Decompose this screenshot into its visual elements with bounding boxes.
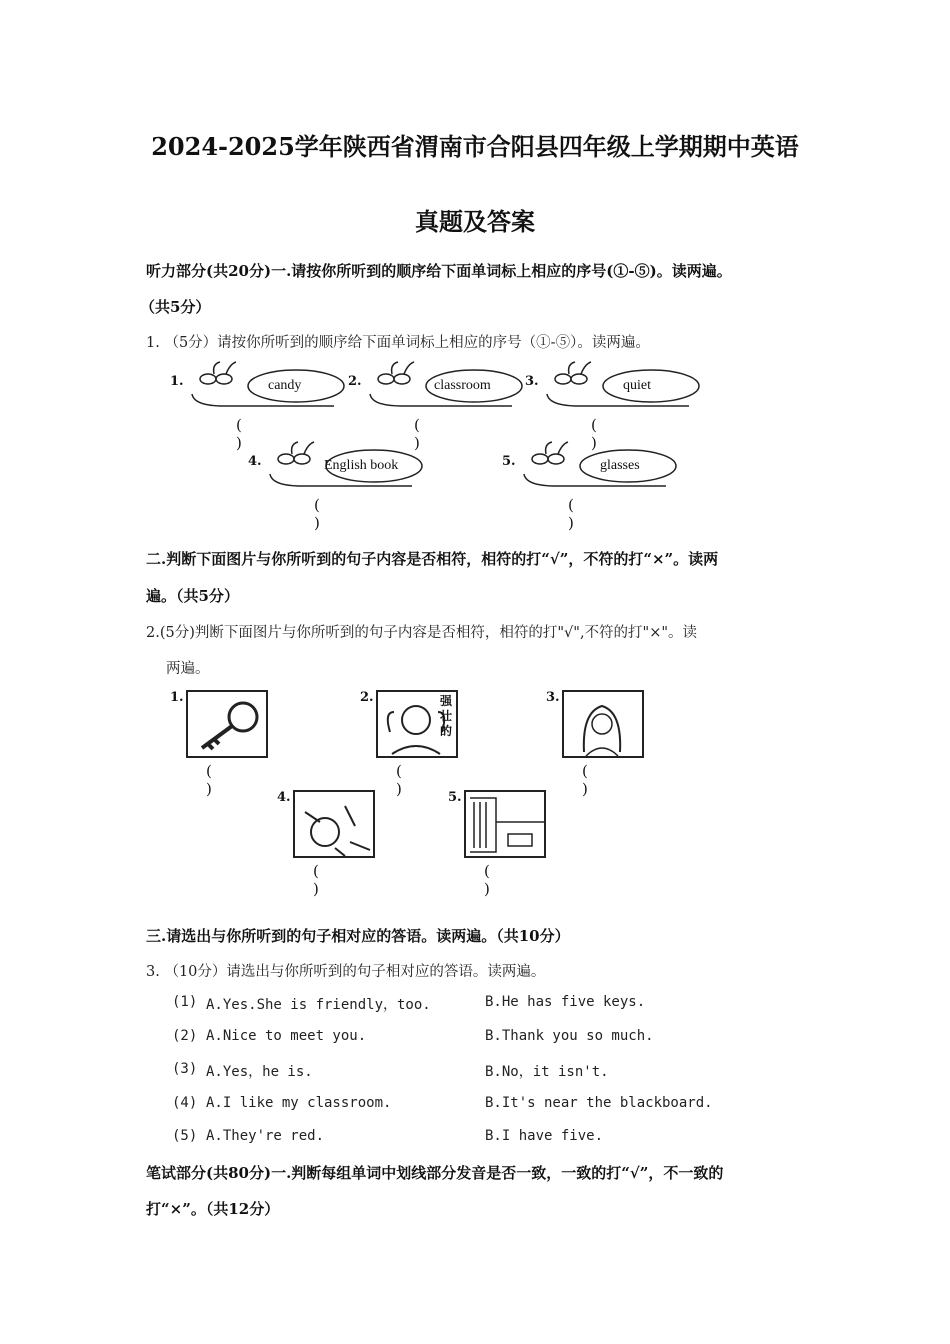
- picture-strong-boy: [376, 690, 458, 758]
- item-number: 4.: [248, 454, 262, 469]
- option-a[interactable]: A.I like my classroom.: [206, 1094, 392, 1111]
- item-number: 3.: [546, 690, 560, 705]
- option-number: (2): [172, 1027, 198, 1044]
- illustration-icon: [466, 792, 544, 856]
- answer-blank[interactable]: ( ): [396, 762, 402, 798]
- answer-blank[interactable]: ( ): [484, 862, 490, 898]
- section-heading: 打“×”。（共12分）: [146, 1200, 280, 1218]
- option-number: (4): [172, 1094, 198, 1111]
- doc-title: 2024-2025学年陕西省渭南市合阳县四年级上学期期中英语: [151, 132, 799, 161]
- section-heading: 三.请选出与你所听到的句子相对应的答语。读两遍。（共10分）: [146, 927, 570, 945]
- word-label: glasses: [600, 458, 640, 473]
- option-b[interactable]: B.No，it isn't.: [485, 1064, 609, 1080]
- option-a[interactable]: A.They're red.: [206, 1128, 325, 1144]
- option-a[interactable]: A.Nice to meet you.: [206, 1027, 367, 1044]
- doc-title-line2: 真题及答案: [415, 207, 535, 236]
- picture-key: [186, 690, 268, 758]
- item-number: 4.: [277, 790, 291, 805]
- item-number: 2.: [360, 690, 374, 705]
- item-number: 5.: [502, 454, 516, 469]
- option-b[interactable]: B.I have five.: [485, 1128, 604, 1144]
- word-label: English book: [324, 458, 399, 473]
- answer-blank[interactable]: ( ): [314, 496, 320, 532]
- picture-room: [464, 790, 546, 858]
- option-b[interactable]: B.Thank you so much.: [485, 1027, 654, 1044]
- section-heading: 遍。（共5分）: [146, 587, 239, 605]
- illustration-icon: [564, 692, 642, 756]
- item-number: 5.: [448, 790, 462, 805]
- option-number: (3): [172, 1061, 198, 1077]
- option-a[interactable]: A.Yes.She is friendly，too.: [206, 997, 431, 1013]
- word-label: classroom: [434, 378, 491, 393]
- question-text: 1. （5分）请按你所听到的顺序给下面单词标上相应的序号（①-⑤）。读两遍。: [146, 335, 650, 351]
- question-text: 3. （10分）请选出与你所听到的句子相对应的答语。读两遍。: [146, 964, 546, 980]
- item-number: 3.: [525, 374, 539, 389]
- section-heading: （共5分）: [140, 298, 211, 316]
- option-number: (1): [172, 994, 198, 1010]
- answer-blank[interactable]: ( ): [313, 862, 319, 898]
- answer-blank[interactable]: ( ): [591, 416, 597, 452]
- picture-messy-room: [293, 790, 375, 858]
- item-number: 1.: [170, 374, 184, 389]
- section-heading: 听力部分(共20分)一.请按你所听到的顺序给下面单词标上相应的序号(①-⑤)。读两遍。: [146, 262, 732, 280]
- section-heading: 二.判断下面图片与你所听到的句子内容是否相符，相符的打“√”，不符的打“×”。读两: [146, 550, 719, 568]
- option-b[interactable]: B.He has five keys.: [485, 994, 646, 1010]
- word-label: candy: [268, 378, 302, 393]
- option-b[interactable]: B.It's near the blackboard.: [485, 1094, 713, 1111]
- illustration-icon: [188, 692, 266, 756]
- answer-blank[interactable]: ( ): [206, 762, 212, 798]
- picture-girl: [562, 690, 644, 758]
- option-number: (5): [172, 1128, 198, 1144]
- answer-blank[interactable]: ( ): [236, 416, 242, 452]
- answer-blank[interactable]: ( ): [568, 496, 574, 532]
- section-heading: 笔试部分(共80分)一.判断每组单词中划线部分发音是否一致，一致的打“√”，不一致的: [146, 1164, 724, 1182]
- question-text: 2.(5分)判断下面图片与你所听到的句子内容是否相符，相符的打"√",不符的打"×"。读: [146, 625, 698, 641]
- item-number: 1.: [170, 690, 184, 705]
- illustration-icon: [295, 792, 373, 856]
- item-number: 2.: [348, 374, 362, 389]
- picture-caption: 强壮的: [440, 694, 453, 738]
- option-a[interactable]: A.Yes，he is.: [206, 1064, 313, 1080]
- question-text: 两遍。: [166, 661, 210, 677]
- answer-blank[interactable]: ( ): [414, 416, 420, 452]
- word-label: quiet: [623, 378, 651, 393]
- answer-blank[interactable]: ( ): [582, 762, 588, 798]
